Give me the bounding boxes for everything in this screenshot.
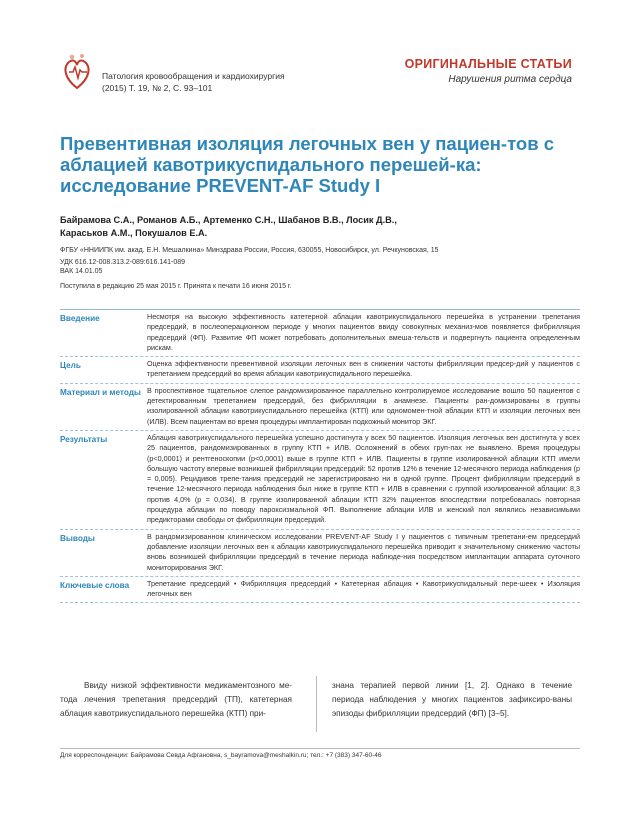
abstract-row — [60, 310, 580, 357]
abstract-row — [60, 431, 580, 530]
received-dates: Поступила в редакцию 25 мая 2015 г. Принята к печати 16 июня 2015 г. — [60, 283, 292, 290]
journal-info — [102, 70, 285, 94]
abstract-row — [60, 577, 580, 604]
vak-code: ВАК 14.01.05 — [60, 268, 103, 275]
abstract-row — [60, 357, 580, 384]
section-kind: ОРИГИНАЛЬНЫЕ СТАТЬИ — [404, 57, 572, 71]
abstract-text: Оценка эффективности превентивной изоляции легочных вен в снижении частоты фибрилляции предсер-дий у пациентов с трепетанием предсердий во время аблации кавотрикуспидального перешейка. — [147, 359, 580, 379]
abstract-label: Материал и методы — [60, 387, 141, 397]
body-text-right: знана терапией первой линии [1, 2]. Однако в течение периода наблюдения у многих пациентов зафиксиро-ваны эпизоды фибрилляции предсердий (ФП) [3–5]. — [332, 681, 572, 718]
abstract-label: Выводы — [60, 533, 95, 543]
authors-line: Байрамова С.А., Романов А.Б., Артеменко С.Н., Шабанов В.В., Лосик Д.В., — [60, 215, 397, 225]
affiliation: ФГБУ «ННИИПК им. акад. Е.Н. Мешалкина» Минздрава России, Россия, 630055, Новосибирск, ул. Речкуновская, 15 — [60, 247, 439, 254]
authors — [60, 214, 580, 240]
article-title: Превентивная изоляция легочных вен у пациен-тов с аблацией кавотрикуспидального перешей-ка: исследование PREVENT-AF Study I — [60, 133, 555, 196]
abstract-text: Трепетание предсердий • Фибрилляция предсердий • Катетерная аблация • Кавотрикуспидальный пере-шеек • Изоляция легочных вен — [147, 578, 580, 599]
column-divider — [316, 676, 317, 732]
abstract-label: Цель — [60, 361, 81, 371]
body-text-left: Ввиду низкой эффективности медикаментозного ме-тода лечения трепетания предсердий (ТП), катетерная аблация кавотрикуспидального перешейка (КТП) при- — [60, 681, 292, 718]
authors-line: Караськов А.М., Покушалов Е.А. — [60, 228, 208, 238]
section-subtitle: Нарушения ритма сердца — [448, 74, 572, 85]
journal-issue: (2015) Т. 19, № 2, С. 93–101 — [102, 83, 213, 93]
correspondence-footnote: Для корреспонденции: Байрамова Севда Афгановна, s_bayramova@meshalkin.ru; тел.: +7 (383) 347-60-46 — [60, 752, 382, 759]
abstract-label: Ключевые слова — [60, 580, 130, 590]
abstract-text: Аблация кавотрикуспидального перешейка успешно достигнута у всех 50 пациентов. Изоляция легочных вен достигнута у всех 25 пациентов, рандомизированных в группу КТП + ИЛВ. Осложнений в обеих груп-пах не выявлено. Время процедуры (p<0,0001) и рентгеноскопии (p<0,0001) выше в группе КТП + ИЛВ. Пациенты в группе изолированной аблации КТП имели большую частоту впервые возникшей фибрилляции предсердий: 52 против 12% в течение 12-месячного периода наблюдения (p = 0,005). Рецидивов трепе-тания предсердий не зарегистрировано ни в одной группе. Процент фибрилляции предсердий в течение 12-месячного периода наблюдения был ниже в группе КТП + ИЛВ в сравнении с группой изолированной аблации: 8,3 против 4,0% (p = 0,034). В группе изолированной аблации КТП 32% пациентов впоследствии потребовалась повторная процедура аблации по поводу пароксизмальной ФП. Выполнение аблации ИЛВ и женский пол являлись независимыми предикторами свободы от фибрилляции предсердий. — [147, 432, 580, 525]
abstract-label: Результаты — [60, 434, 108, 444]
abstract — [60, 309, 580, 603]
abstract-label: Введение — [60, 314, 100, 323]
abstract-text: Несмотря на высокую эффективность катетерной аблации кавотрикуспидального перешейка в устранении трепетания предсердий, в послеоперационном периоде у многих пациентов ввиду совокупных механиз-мов появляется фибрилляция предсердий (ФП). Развитие ФП может потребовать дополнительных вмеша-тельств и подвергнуть пациента определенным рискам. — [147, 312, 580, 352]
abstract-row — [60, 384, 580, 431]
abstract-text: В рандомизированном клиническом исследовании PREVENT-AF Study I у пациентов с типичным трепетани-ем предсердий добавление изоляции легочных вен к аблации кавотрикуспидального перешейка приводит к значительному снижению частоты вновь возникшей фибрилляции предсердий в течение периода наблюде-ния посредством имплантации аппарата суточного мониторирования ЭКГ. — [147, 531, 580, 572]
abstract-text: В проспективное тщательное слепое рандомизированное параллельно контролируемое исследование вошло 50 пациентов с детектированным трепетанием предсердий, без фибрилляции в анамнезе. Пациенты ран-домизированы в группы изолированной аблации кавотрикуспидального перешейка (КТП) или одномомен-тной аблации КТП и изоляции легочных вен (ИЛВ). Всем пациентам во время процедуры имплантирован подкожный монитор ЭКГ. — [147, 385, 580, 426]
journal-name: Патология кровообращения и кардиохирургия — [102, 71, 285, 81]
journal-logo — [60, 52, 94, 92]
udk-code: УДК 616.12-008.313.2-089:616.141-089 — [60, 259, 186, 266]
footnote-divider — [60, 748, 580, 749]
abstract-row — [60, 530, 580, 577]
